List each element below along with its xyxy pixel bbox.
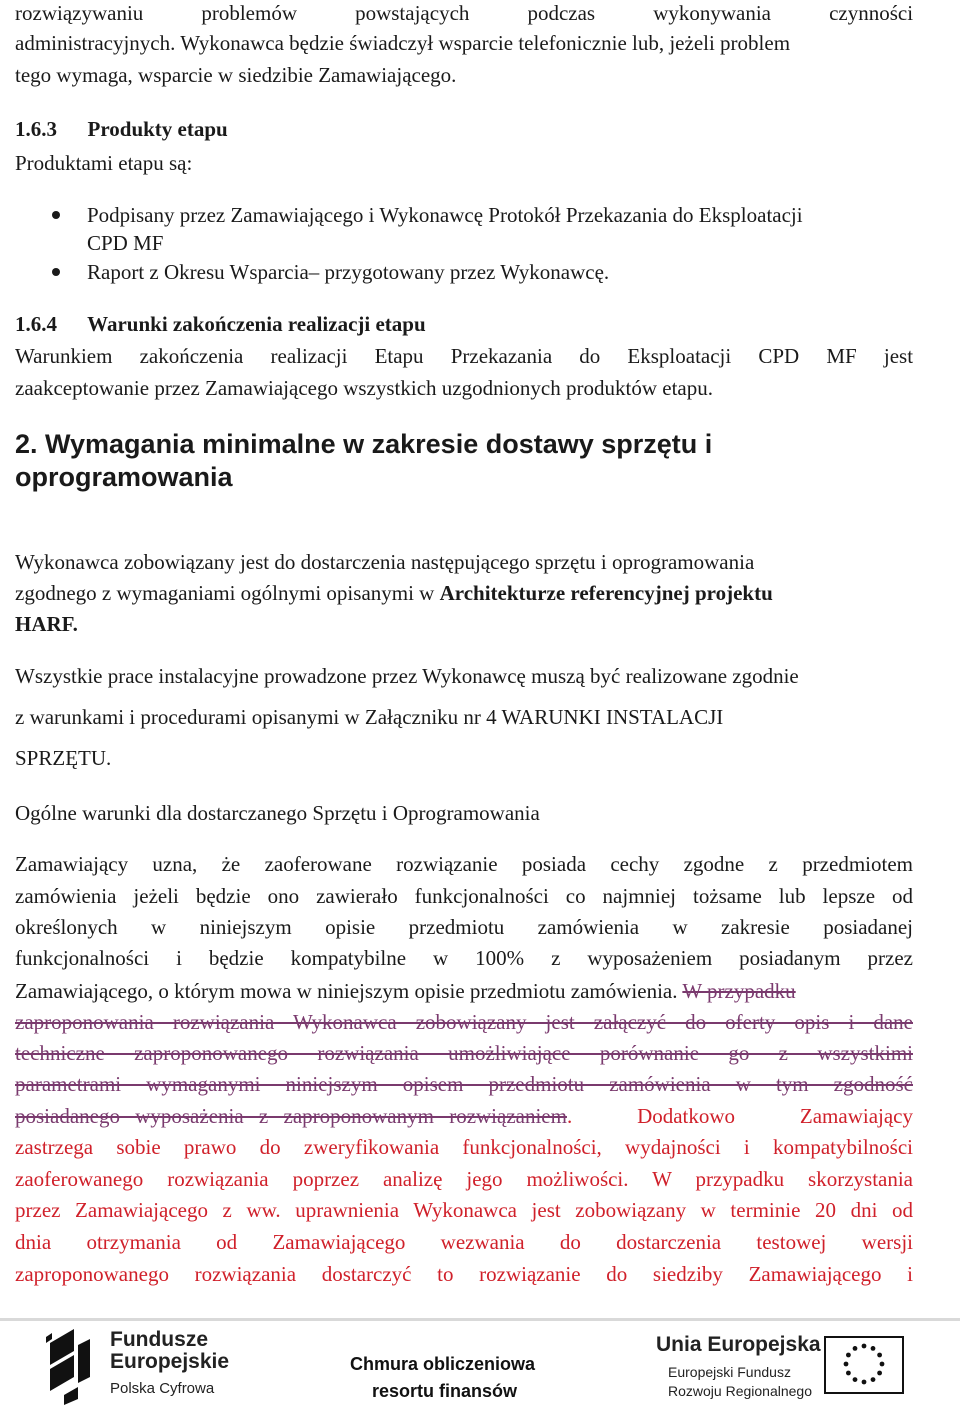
word: zakończenia [139, 344, 244, 368]
section-164-heading [15, 311, 426, 337]
word: jest [883, 344, 914, 368]
word: wykonywania [653, 1, 771, 25]
word: Etapu [374, 344, 424, 368]
section-164-line-1 [15, 343, 913, 369]
section-2-heading-line-2: oprogramowania [15, 462, 233, 492]
p4-line-3: określonych w niniejszym opisie przedmiotu zamówienia w zakresie posiadanej [15, 915, 913, 939]
logo-line-1: Fundusze [110, 1328, 208, 1351]
word: realizacji [270, 344, 348, 368]
text: zgodnego z wymaganiami ogólnymi opisanymi w [15, 581, 440, 605]
inserted-line-5: zastrzega sobie prawo do zweryfikowania funkcjonalności, wydajności i kompatybilności [15, 1135, 913, 1159]
deleted-line-2: techniczne zaproponowanego rozwiązania umożliwiające porównanie go z wszystkimi [15, 1041, 913, 1065]
inserted-text: . Dodatkowo Zamawiający [566, 1104, 913, 1128]
logo-line-1: Unia Europejska [656, 1333, 821, 1356]
deleted-text: posiadanego wyposażenia z zaproponowanym rozwiązaniem [15, 1104, 567, 1128]
footer-center-line-1: Chmura obliczeniowa [350, 1354, 536, 1374]
deleted-line-3: parametrami wymaganymi niniejszym opisem przedmiotu zamówienia w tym zgodność [15, 1072, 913, 1096]
deleted-line-1: zaproponowania rozwiązania Wykonawca zobowiązany jest załączyć do oferty opis i dane [15, 1010, 913, 1034]
inserted-line-8: dnia otrzymania od Zamawiającego wezwania do dostarczenia testowej wersji [15, 1230, 913, 1254]
p2-line-2: z warunkami i procedurami opisanymi w Załączniku nr 4 WARUNKI INSTALACJI [15, 705, 724, 729]
word: Przekazania [450, 344, 553, 368]
section-number: 1.6.4 [15, 312, 57, 336]
bold-text: Architekturze referencyjnej projektu [439, 581, 773, 605]
word: do [579, 344, 601, 368]
logo-line-2: Europejski Fundusz [668, 1364, 791, 1380]
inserted-line-6: zaoferowanego rozwiązania poprzez analizę jego możliwości. W przypadku skorzystania [15, 1167, 913, 1191]
p4-line-2: zamówienia jeżeli będzie ono zawierało funkcjonalności co najmniej tożsame lub lepsze od [15, 884, 913, 908]
bullet-1-line-2: CPD MF [87, 231, 164, 255]
word: Eksploatacji [627, 344, 732, 368]
eu-flag-icon [824, 1336, 904, 1394]
word: rozwiązywaniu [15, 1, 144, 25]
word: czynności [829, 1, 914, 25]
section-163-lead: Produktami etapu są: [15, 151, 193, 175]
footer-divider [0, 1318, 960, 1321]
logo-line-3: Polska Cyfrowa [110, 1380, 215, 1397]
inserted-line-9: zaproponowanego rozwiązania dostarczyć to rozwiązanie do siedziby Zamawiającego i [15, 1262, 913, 1286]
fundusze-mark-icon [44, 1325, 94, 1405]
intro-line-3: tego wymaga, wsparcie w siedzibie Zamawiającego. [15, 63, 457, 87]
word: Warunkiem [15, 344, 113, 368]
p2-line-1: Wszystkie prace instalacyjne prowadzone przez Wykonawcę muszą być realizowane zgodnie [15, 664, 799, 688]
p1-line-3: HARF. [15, 612, 78, 636]
intro-line-2: administracyjnych. Wykonawca będzie świadczył wsparcie telefonicznie lub, jeżeli problem [15, 31, 791, 55]
word: powstających [355, 1, 470, 25]
bullet-2-line-1: Raport z Okresu Wsparcia– przygotowany przez Wykonawcę. [87, 260, 610, 284]
intro-line-1 [15, 0, 913, 26]
p3-line: Ogólne warunki dla dostarczanego Sprzętu i Oprogramowania [15, 801, 540, 825]
footer-center-line-2: resortu finansów [372, 1381, 518, 1401]
mixed-line-4 [15, 1103, 913, 1129]
word: MF [826, 344, 857, 368]
p2-line-3: SPRZĘTU. [15, 746, 112, 770]
p4-line-5 [15, 978, 796, 1004]
p1-line-2 [15, 580, 773, 606]
p1-line-1: Wykonawca zobowiązany jest do dostarczenia następującego sprzętu i oprogramowania [15, 550, 755, 574]
bullet-1-line-1: Podpisany przez Zamawiającego i Wykonawcę Protokół Przekazania do Eksploatacji [87, 203, 803, 227]
inserted-line-7: przez Zamawiającego z ww. uprawnienia Wykonawca jest zobowiązany w terminie 20 dni od [15, 1198, 913, 1222]
logo-line-2: Europejskie [110, 1350, 230, 1373]
section-163-heading [15, 116, 228, 142]
section-title: Warunki zakończenia realizacji etapu [87, 312, 426, 336]
word: podczas [527, 1, 596, 25]
text: Zamawiającego, o którym mowa w niniejszym opisie przedmiotu zamówienia. [15, 979, 683, 1003]
logo-line-3: Rozwoju Regionalnego [668, 1383, 812, 1399]
p4-line-4: funkcjonalności i będzie kompatybilne w 100% z wyposażeniem posiadanym przez [15, 946, 913, 970]
bullet-dot [52, 268, 60, 276]
word: CPD [758, 344, 800, 368]
unia-europejska-logo [656, 1330, 956, 1410]
p4-line-1: Zamawiający uzna, że zaoferowane rozwiązanie posiada cechy zgodne z przedmiotem [15, 852, 913, 876]
section-title: Produkty etapu [87, 117, 228, 141]
fundusze-europejskie-logo [44, 1325, 244, 1405]
section-2-heading-line-1: 2. Wymagania minimalne w zakresie dostawy sprzętu i [15, 429, 713, 459]
deleted-text: W przypadku [682, 979, 796, 1003]
section-number: 1.6.3 [15, 117, 57, 141]
bullet-dot [52, 211, 60, 219]
word: problemów [201, 1, 298, 25]
section-164-line-2: zaakceptowanie przez Zamawiającego wszystkich uzgodnionych produktów etapu. [15, 376, 713, 400]
